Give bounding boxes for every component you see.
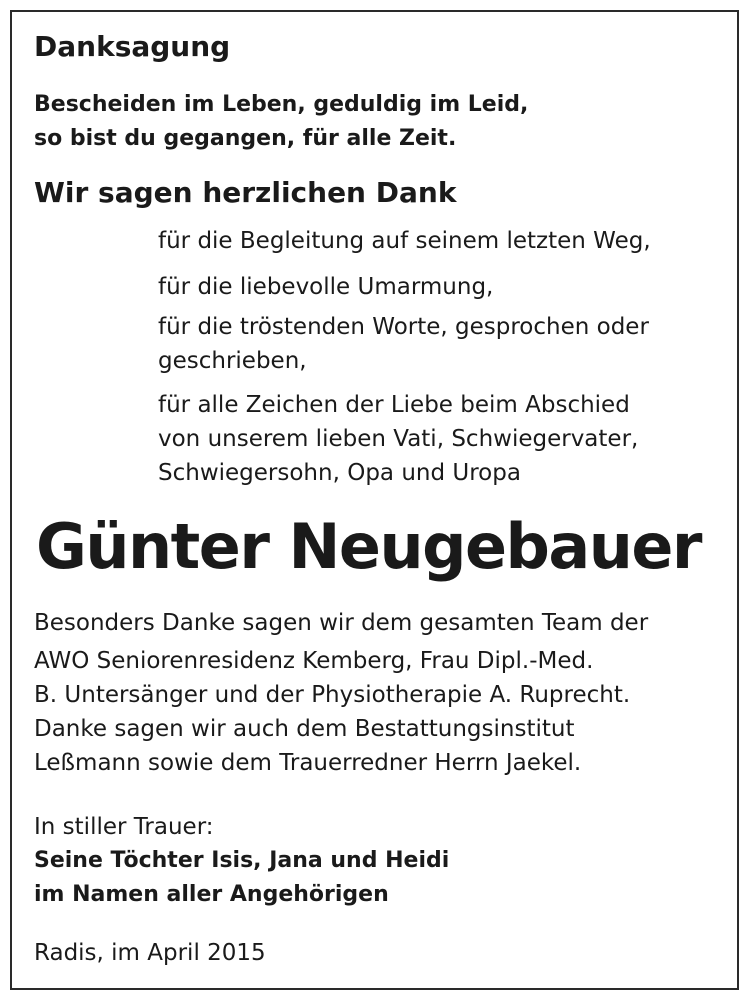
thanks-line: geschrieben, bbox=[158, 348, 307, 374]
mourning-intro: In stiller Trauer: bbox=[34, 814, 214, 840]
special-thanks-line: Danke sagen wir auch dem Bestattungsinstitut bbox=[34, 716, 575, 742]
mourners-line: im Namen aller Angehörigen bbox=[34, 882, 389, 907]
notice-heading: Danksagung bbox=[34, 30, 231, 63]
thanks-line: für die tröstenden Worte, gesprochen oder bbox=[158, 314, 649, 340]
special-thanks-line: AWO Seniorenresidenz Kemberg, Frau Dipl.-Med. bbox=[34, 648, 594, 674]
thanks-line: für die Begleitung auf seinem letzten Weg, bbox=[158, 228, 651, 254]
thanks-line: für die liebevolle Umarmung, bbox=[158, 274, 494, 300]
special-thanks-line: B. Untersänger und der Physiotherapie A. Ruprecht. bbox=[34, 682, 631, 708]
thanks-line: für alle Zeichen der Liebe beim Abschied bbox=[158, 392, 630, 418]
verse-line: Bescheiden im Leben, geduldig im Leid, bbox=[34, 92, 529, 117]
mourners-line: Seine Töchter Isis, Jana und Heidi bbox=[34, 848, 450, 873]
special-thanks-line: Besonders Danke sagen wir dem gesamten Team der bbox=[34, 610, 649, 636]
thanks-line: von unserem lieben Vati, Schwiegervater, bbox=[158, 426, 639, 452]
thanks-line: Schwiegersohn, Opa und Uropa bbox=[158, 460, 521, 486]
deceased-name: Günter Neugebauer bbox=[36, 510, 702, 583]
place-date: Radis, im April 2015 bbox=[34, 940, 266, 966]
special-thanks-line: Leßmann sowie dem Trauerredner Herrn Jaekel. bbox=[34, 750, 582, 776]
thanks-heading: Wir sagen herzlichen Dank bbox=[34, 176, 457, 209]
verse-line: so bist du gegangen, für alle Zeit. bbox=[34, 126, 457, 151]
